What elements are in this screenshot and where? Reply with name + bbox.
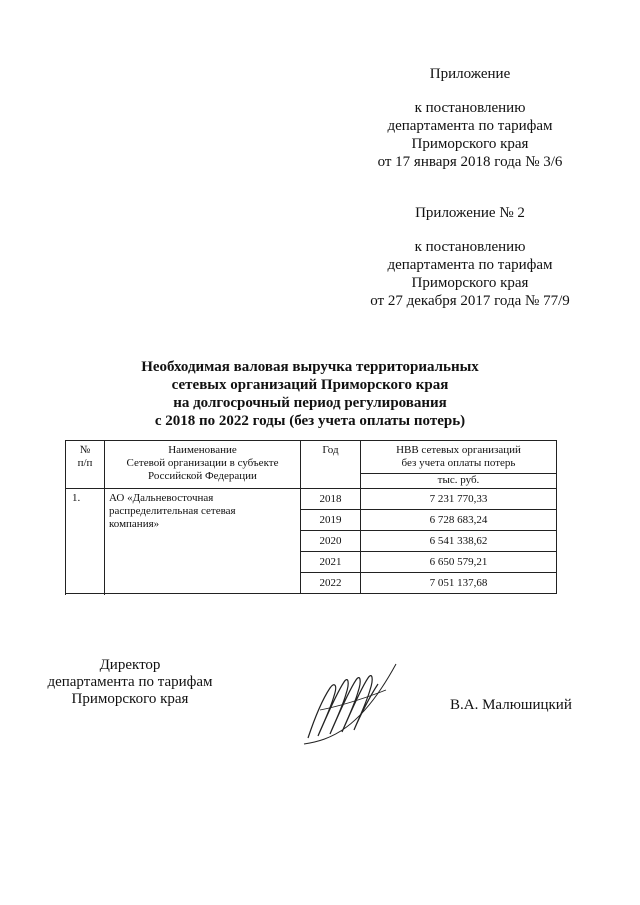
value-cell: 7 231 770,33: [361, 489, 557, 510]
signatory-position: [30, 657, 230, 708]
appendix-2-block: [355, 204, 585, 310]
row-organization-name: [105, 489, 301, 594]
appendix-2-line: Приморского края: [411, 275, 529, 291]
header-name-line: Российской Федерации: [148, 470, 257, 482]
title-line: на долгосрочный период регулирования: [173, 395, 447, 411]
org-name-line: АО «Дальневосточная: [109, 492, 214, 504]
appendix-2-heading: Приложение № 2: [415, 205, 525, 221]
appendix-1-line: от 17 января 2018 года № 3/6: [377, 154, 563, 170]
header-name-line: Наименование: [168, 444, 237, 456]
position-line: департамента по тарифам: [47, 674, 213, 690]
appendix-1-line: Приморского края: [411, 136, 529, 152]
appendix-1-line: к постановлению: [414, 100, 526, 116]
header-year: Год: [301, 441, 361, 489]
header-no-line: п/п: [77, 457, 93, 469]
year-cell: 2019: [301, 510, 361, 531]
year-cell: 2020: [301, 531, 361, 552]
year-cell: 2021: [301, 552, 361, 573]
title-line: сетевых организаций Приморского края: [171, 377, 449, 393]
header-no: [66, 441, 105, 489]
value-cell: 6 728 683,24: [361, 510, 557, 531]
header-name: [105, 441, 301, 489]
value-cell: 6 541 338,62: [361, 531, 557, 552]
year-cell: 2022: [301, 573, 361, 594]
header-nvv-line: без учета оплаты потерь: [401, 457, 516, 469]
title-line: с 2018 по 2022 годы (без учета оплаты потерь): [154, 413, 466, 429]
nvv-table: [65, 440, 557, 594]
row-number: 1.: [66, 489, 105, 594]
header-unit: тыс. руб.: [361, 474, 557, 489]
position-line: Директор: [99, 657, 161, 673]
table-row: [66, 489, 557, 510]
org-name-line: распределительная сетевая: [109, 505, 236, 517]
header-nvv: [361, 441, 557, 474]
handwritten-signature: [300, 660, 400, 750]
document-title: [100, 358, 520, 430]
table-header-row: [66, 441, 557, 474]
appendix-1-heading: Приложение: [429, 66, 511, 82]
header-no-line: №: [79, 444, 91, 456]
appendix-2-line: департамента по тарифам: [387, 257, 553, 273]
value-cell: 7 051 137,68: [361, 573, 557, 594]
header-name-line: Сетевой организации в субъекте: [126, 457, 279, 469]
signatory-name: В.А. Малюшицкий: [450, 697, 572, 713]
header-nvv-line: НВВ сетевых организаций: [396, 444, 521, 456]
appendix-1-line: департамента по тарифам: [387, 118, 553, 134]
org-name-line: компания»: [109, 518, 160, 530]
value-cell: 6 650 579,21: [361, 552, 557, 573]
appendix-2-line: к постановлению: [414, 239, 526, 255]
title-line: Необходимая валовая выручка территориальных: [141, 359, 479, 375]
position-line: Приморского края: [71, 691, 189, 707]
appendix-2-line: от 27 декабря 2017 года № 77/9: [370, 293, 570, 309]
appendix-1-block: [360, 65, 580, 171]
year-cell: 2018: [301, 489, 361, 510]
